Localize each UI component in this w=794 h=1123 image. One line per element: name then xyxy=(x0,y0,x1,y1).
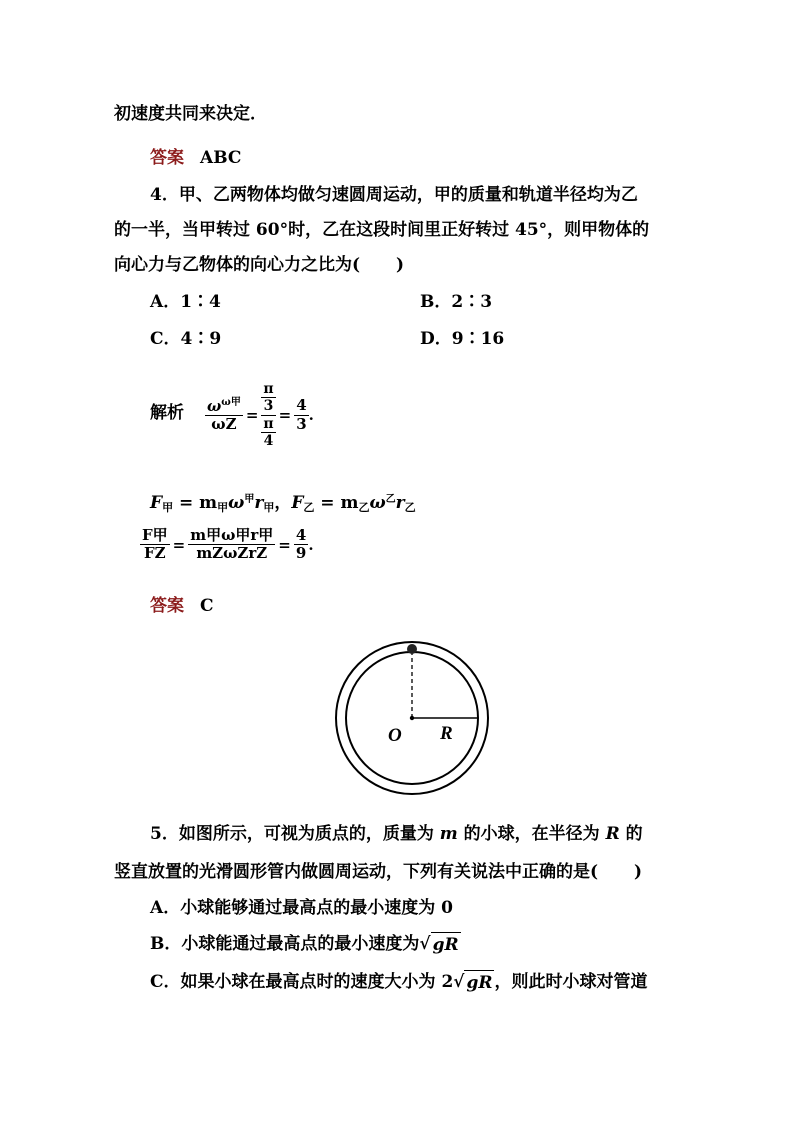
f-ratio-result xyxy=(294,527,308,563)
intro-text: 初速度共同来决定． xyxy=(114,104,267,124)
sqrt-gR: √ gR xyxy=(419,934,459,955)
eq-sign-2: = xyxy=(278,406,292,424)
omega-ratio-equation xyxy=(205,360,314,470)
q5-option-a[interactable]: A．小球能够通过最高点的最小速度为 0 xyxy=(150,898,453,918)
q4-option-a[interactable]: A．1∶4 xyxy=(150,292,221,312)
omega-fraction: $\frac{\omega^{\omega 甲}}{\omega Z}$ xyxy=(207,396,241,433)
q4-line-3-text: 向心力与乙物体的向心力之比为( xyxy=(114,255,361,275)
f-res-den: 9 xyxy=(295,544,307,563)
radius-label: R xyxy=(440,723,453,744)
f-ratio-left xyxy=(140,527,170,563)
force-equation-line: F甲 = m甲$\omega^甲r$甲，F乙 = m乙$\omega^乙r$乙 xyxy=(150,493,416,514)
answer-value: C xyxy=(200,596,214,616)
f-res-num: 4 xyxy=(295,526,307,544)
answer-label: 答案 xyxy=(150,596,184,616)
q4-option-d[interactable]: D．9∶16 xyxy=(420,329,505,349)
pi-compound-fraction xyxy=(261,381,275,448)
omega-num-sup: ω甲 xyxy=(221,396,241,408)
omega-den: ωZ xyxy=(211,415,237,433)
q4-line-3-close: ) xyxy=(396,255,405,275)
omega-period: . xyxy=(308,406,314,424)
q4-line-2: 的一半，当甲转过 60°时，乙在这段时间里正好转过 45°，则甲物体的 xyxy=(114,220,650,240)
q5-option-c[interactable]: C．如果小球在最高点时的速度大小为 2 √ gR ，则此时小球对管道 xyxy=(150,972,648,993)
circular-tube-figure xyxy=(330,640,494,800)
sqrt-gR: √ gR xyxy=(453,972,493,993)
f-left-num: F甲 xyxy=(142,526,168,544)
omega-result-fraction xyxy=(294,397,308,433)
f-ratio-middle xyxy=(188,527,275,563)
f-left-den: FZ xyxy=(144,544,166,563)
center-label: O xyxy=(388,725,402,746)
q5-line-2: 竖直放置的光滑圆形管内做圆周运动，下列有关说法中正确的是( ) xyxy=(114,862,643,882)
ball xyxy=(407,644,417,654)
f-mid-den: mZωZrZ xyxy=(196,544,268,563)
f-mid-num: m甲ω甲r甲 xyxy=(190,526,274,544)
answer-label: 答案 xyxy=(150,148,184,168)
force-ratio-equation: $\frac{\text{F甲}}{FZ}$ = $\frac{\text{m甲ω甲r甲}}{\text{mZωZrZ}}$ = $\frac{4}{9}$ . xyxy=(142,526,314,563)
pi-bot-num: π xyxy=(263,415,274,432)
eq-sign-1: = xyxy=(245,406,259,424)
q4-option-c[interactable]: C．4∶9 xyxy=(150,329,222,349)
answer-3 xyxy=(150,146,241,170)
center-point xyxy=(410,716,414,720)
answer-value: ABC xyxy=(200,148,242,168)
pi-bot-den: 4 xyxy=(263,432,274,449)
pi-top-num: π xyxy=(263,381,274,398)
q4-option-b[interactable]: B．2∶3 xyxy=(420,292,493,312)
answer-4 xyxy=(150,594,214,618)
solution-label: 解析 xyxy=(150,403,184,423)
omega-result-num: 4 xyxy=(296,396,307,415)
q4-line-3 xyxy=(114,253,404,277)
omega-result-den: 3 xyxy=(296,414,307,433)
q5-option-b[interactable]: B．小球能通过最高点的最小速度为 √ gR xyxy=(150,934,459,955)
q5-line-1: 5．如图所示，可视为质点的，质量为 m 的小球，在半径为 R 的 xyxy=(150,824,643,844)
q4-line-1: 4．甲、乙两物体均做匀速圆周运动，甲的质量和轨道半径均为乙 xyxy=(150,185,638,205)
pi-top-den: 3 xyxy=(263,398,274,415)
